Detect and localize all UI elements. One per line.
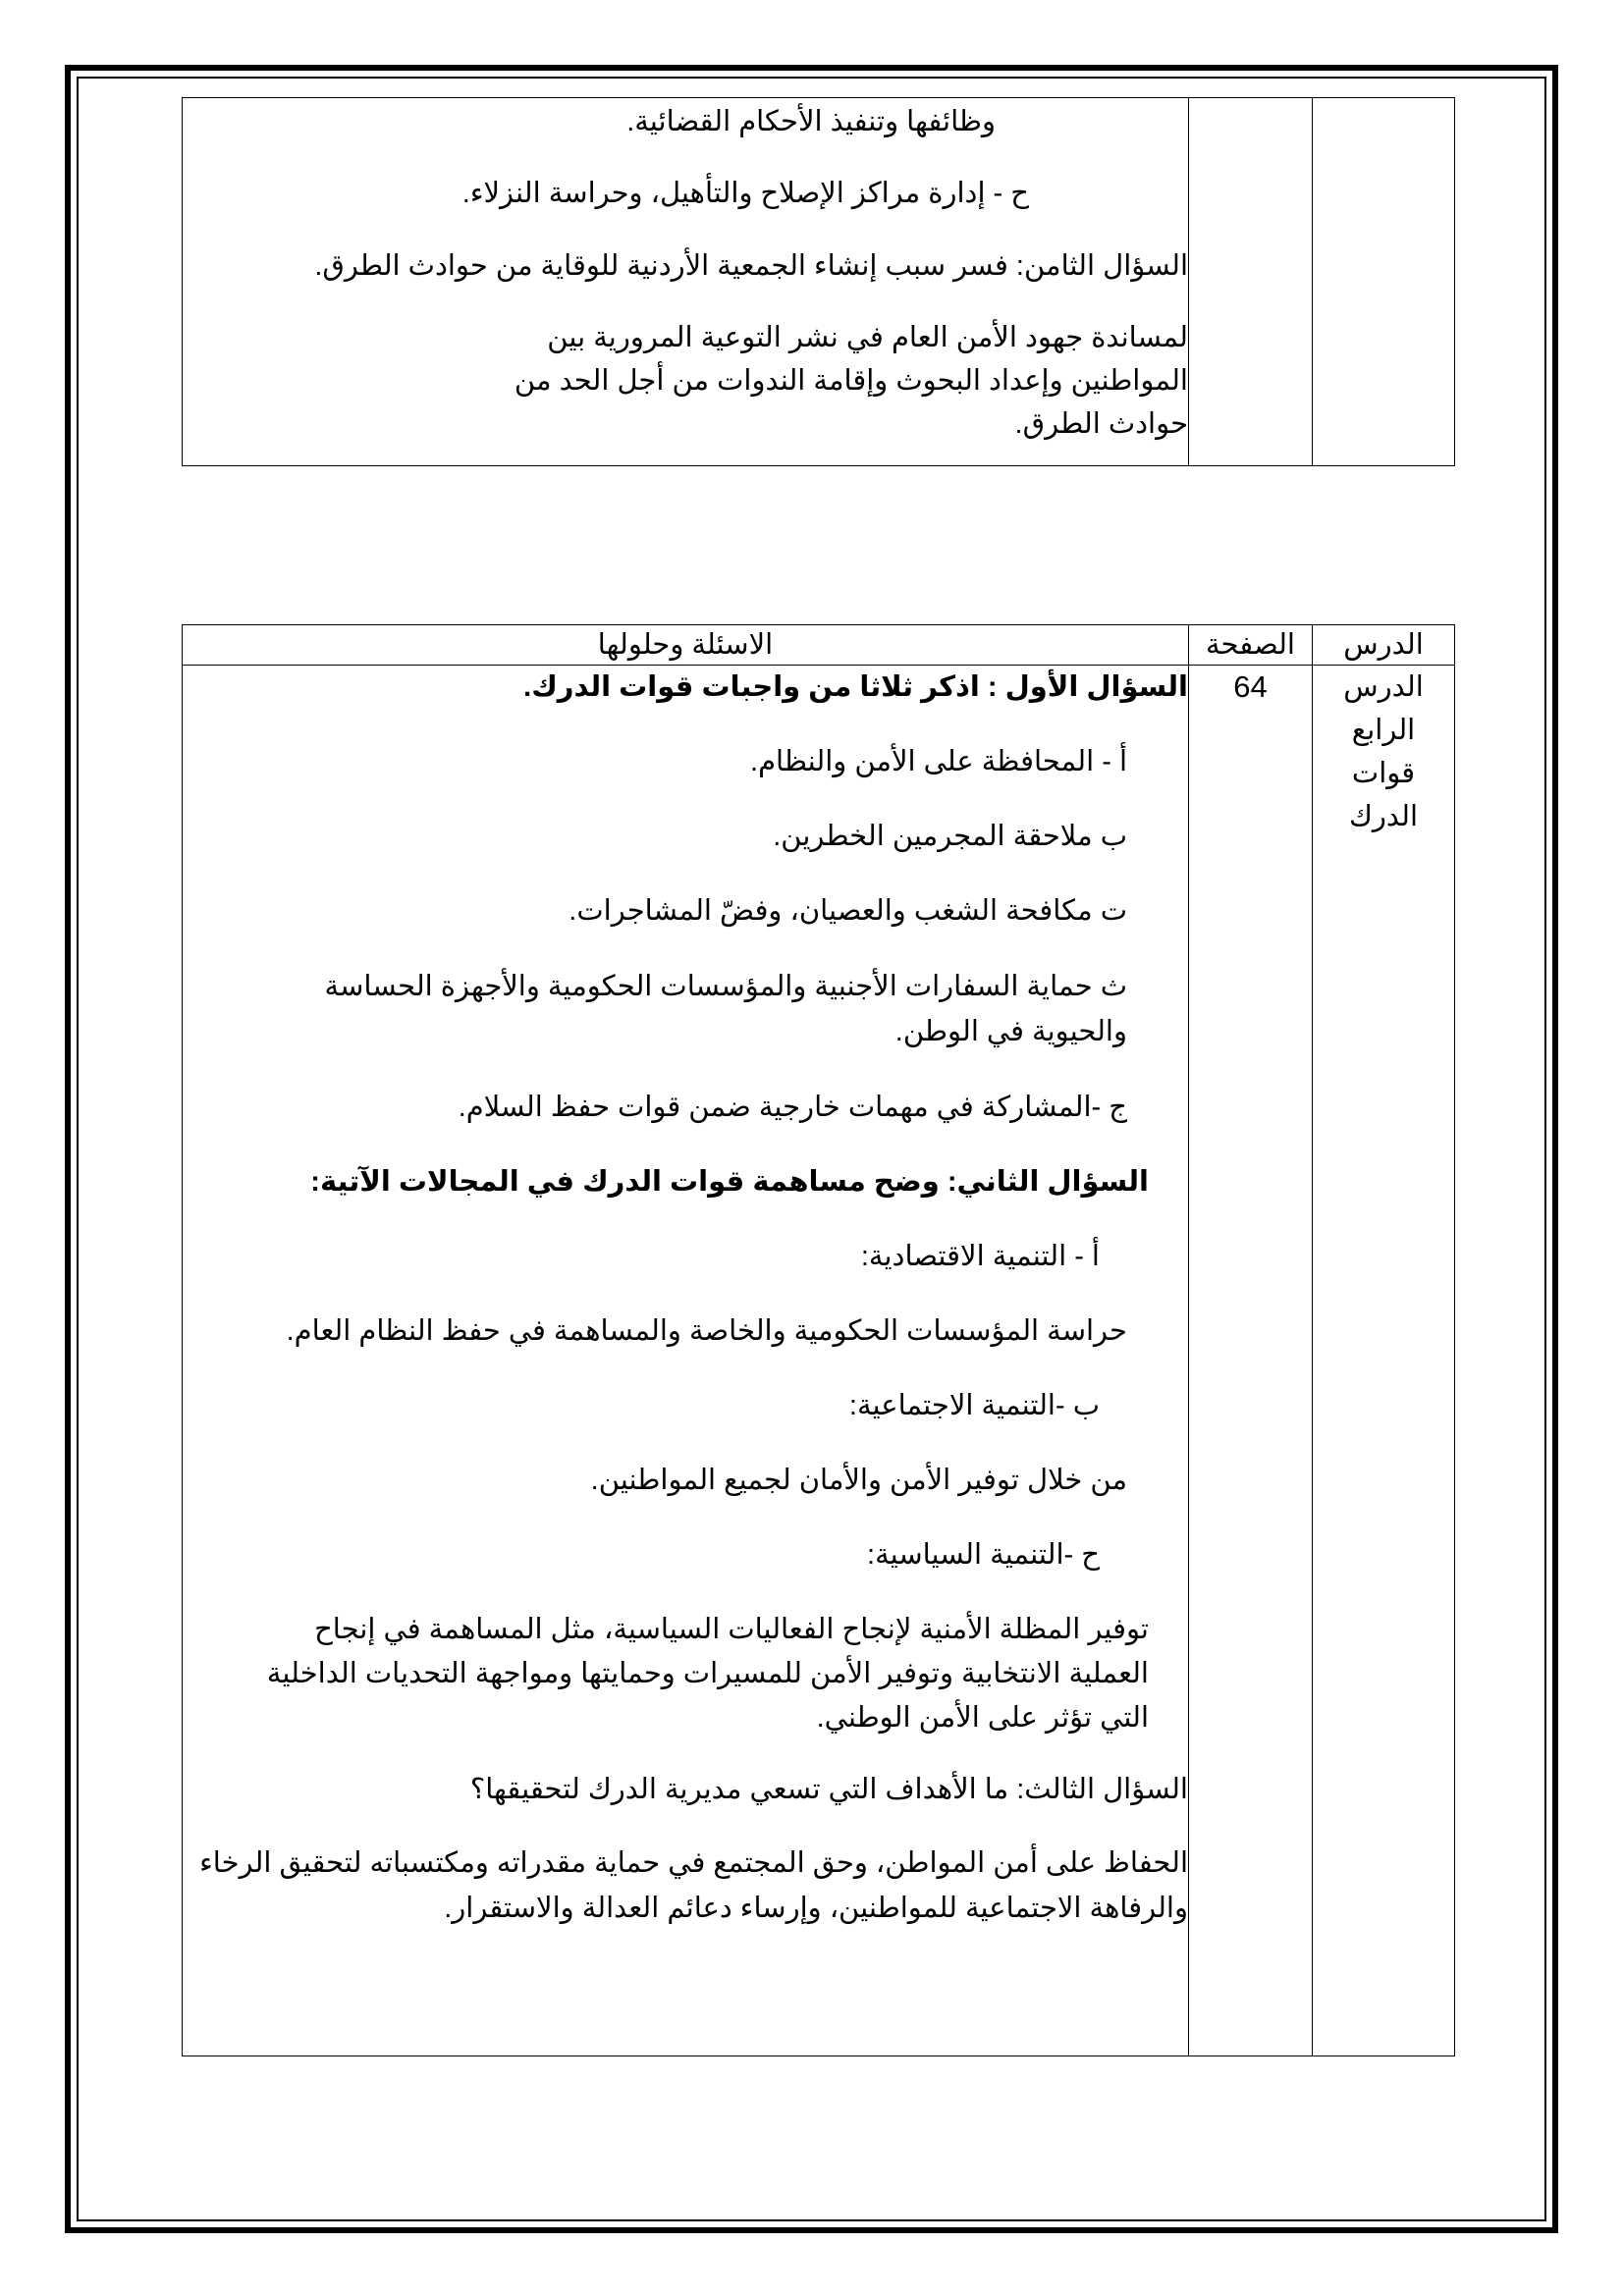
header-row	[183, 625, 1455, 666]
q1-answer-b: ب ملاحقة المجرمين الخطرين.	[773, 821, 1127, 852]
q2-label-c: ح -التنمية السياسية:	[867, 1539, 1100, 1571]
table-row	[183, 98, 1455, 466]
question-2-title: السؤال الثاني: وضح مساهمة قوات الدرك في المجالات الآتية:	[310, 1166, 1149, 1198]
q1-answer-a: أ - المحافظة على الأمن والنظام.	[750, 746, 1127, 777]
lesson-cell	[1313, 98, 1455, 466]
question-3-title: السؤال الثالث: ما الأهداف التي تسعي مديرية الدرك لتحقيقها؟	[469, 1774, 1188, 1805]
q2-answer-a: حراسة المؤسسات الحكومية والخاصة والمساهمة في حفظ النظام العام.	[286, 1315, 1127, 1347]
q2-answer-b: من خلال توفير الأمن والأمان لجميع المواطنين.	[590, 1465, 1127, 1496]
lesson-name	[1313, 666, 1455, 2056]
lesson-name-text: الدرس الرابع قوات الدرك	[1343, 671, 1424, 832]
header-qa: الاسئلة وحلولها	[183, 625, 1189, 666]
q3-answer: الحفاظ على أمن المواطن، وحق المجتمع في حماية مقدراته ومكتسباته لتحقيق الرخاء والرفاهة الاجتماعية للمواطنين، وإرساء دعائم العدالة والاستقرار.	[199, 1847, 1188, 1924]
q1-answer-e: ج -المشاركة في مهمات خارجية ضمن قوات حفظ السلام.	[458, 1092, 1127, 1123]
answer-line: وظائفها وتنفيذ الأحكام القضائية.	[626, 106, 996, 137]
q1-answer-c: ت مكافحة الشغب والعصيان، وفضّ المشاجرات.	[568, 895, 1127, 927]
qa-cell	[183, 98, 1189, 466]
q2-answer-c: توفير المظلة الأمنية لإنجاح الفعاليات السياسية، مثل المساهمة في إنجاح العملية الانتخابية وتوفير الأمن للمسيرات وحمايتها ومواجهة التحديات الداخلية التي تؤثر على الأمن الوطني.	[266, 1614, 1149, 1734]
continuation-table	[182, 97, 1455, 466]
q1-answer-d: ث حماية السفارات الأجنبية والمؤسسات الحكومية والأجهزة الحساسة والحيوية في الوطن.	[324, 971, 1127, 1047]
lesson-table	[182, 624, 1455, 2056]
answer-paragraph: لمساندة جهود الأمن العام في نشر التوعية المرورية بين المواطنين وإعداد البحوث وإقامة الندوات من أجل الحد من حوادث الطرق.	[514, 322, 1188, 440]
table-row	[183, 666, 1455, 2056]
question-1-title: السؤال الأول : اذكر ثلاثا من واجبات قوات الدرك.	[523, 671, 1188, 703]
answer-line: ح - إدارة مراكز الإصلاح والتأهيل، وحراسة النزلاء.	[461, 178, 1029, 209]
header-page: الصفحة	[1189, 625, 1313, 666]
question-line: السؤال الثامن: فسر سبب إنشاء الجمعية الأردنية للوقاية من حوادث الطرق.	[314, 250, 1188, 282]
q2-label-b: ب -التنمية الاجتماعية:	[848, 1390, 1100, 1421]
page-number: 64	[1189, 666, 1313, 2056]
page-cell	[1189, 98, 1313, 466]
q2-label-a: أ - التنمية الاقتصادية:	[860, 1241, 1100, 1272]
header-lesson: الدرس	[1313, 625, 1455, 666]
qa-cell	[183, 666, 1189, 2056]
